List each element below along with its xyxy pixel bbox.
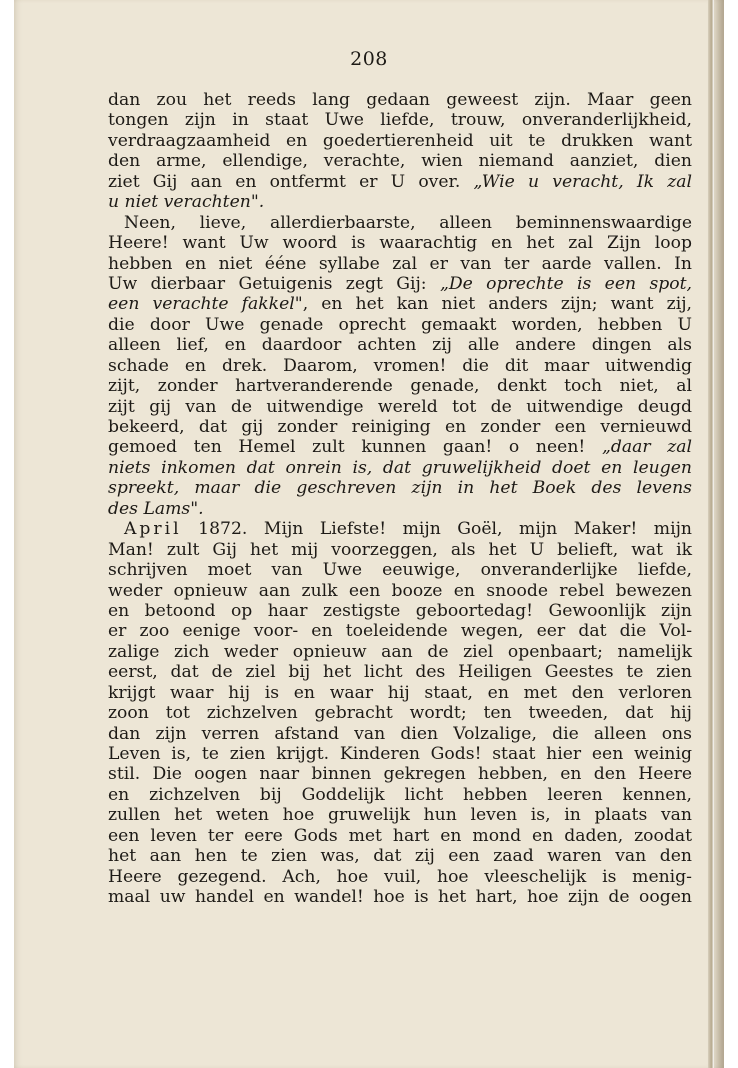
italic-quote: niets inkomen dat onrein is, dat gruwelijkheid doet en leugen xyxy=(108,457,692,478)
text-line: dan zou het reeds lang gedaan geweest zijn. Maar geen xyxy=(108,90,692,110)
text-line: schrijven moet van Uwe eeuwige, onveranderlijke liefde, xyxy=(108,560,692,581)
text-line xyxy=(108,274,692,294)
text-segment: Uw dierbaar Getuigenis zegt Gij: xyxy=(108,273,440,294)
page-edge xyxy=(708,0,714,1068)
text-line: Man! zult Gij het mij voorzeggen, als het U belieft, wat ik xyxy=(108,539,692,560)
text-segment: gemoed ten Hemel zult kunnen gaan! o neen! xyxy=(108,437,602,458)
text-line: die door Uwe genade oprecht gemaakt worden, hebben U xyxy=(108,314,692,335)
text-line: een leven ter eere Gods met hart en mond en daden, zoodat xyxy=(108,825,692,846)
text-line xyxy=(108,458,692,478)
text-line: verdraagzaamheid en goedertierenheid uit te drukken want xyxy=(108,130,692,151)
italic-quote: des Lams". xyxy=(108,498,204,519)
text-line xyxy=(108,499,692,519)
italic-quote: „Wie u veracht, Ik zal xyxy=(473,171,692,192)
text-segment: 1872. Mijn Liefste! mijn Goël, mijn Maker! mijn xyxy=(181,519,692,540)
text-line xyxy=(108,172,692,192)
text-line: zullen het weten hoe gruwelijk hun leven is, in plaats van xyxy=(108,805,692,826)
italic-quote: een verachte fakkel" xyxy=(108,294,303,315)
text-line: Leven is, te zien krijgt. Kinderen Gods! staat hier een weinig xyxy=(108,744,692,764)
text-line xyxy=(108,519,692,539)
text-line: zijt gij van de uitwendige wereld tot de uitwendige deugd xyxy=(108,396,692,417)
text-segment: , en het kan niet anders zijn; want zij, xyxy=(302,294,692,315)
text-line: tongen zijn in staat Uwe liefde, trouw, onveranderlijkheid, xyxy=(108,110,692,131)
book-page xyxy=(14,0,724,1068)
text-line: zoon tot zichzelven gebracht wordt; ten tweeden, dat hij xyxy=(108,703,692,724)
italic-quote: „daar zal xyxy=(601,437,693,458)
italic-quote: u niet verachten". xyxy=(108,192,265,213)
date-month: April xyxy=(124,519,182,540)
italic-quote: „De oprechte is een spot, xyxy=(439,273,692,294)
text-line xyxy=(108,478,692,498)
page-number: 208 xyxy=(350,48,388,70)
text-line: dan zijn verren afstand van dien Volzalige, die alleen ons xyxy=(108,723,692,744)
text-line: krijgt waar hij is en waar hij staat, en met den verloren xyxy=(108,682,692,703)
text-line: en betoond op haar zestigste geboortedag! Gewoonlijk zijn xyxy=(108,600,692,621)
text-line: hebben en niet ééne syllabe zal er van ter aarde vallen. In xyxy=(108,253,692,274)
text-line xyxy=(108,192,692,212)
text-line: Heere gezegend. Ach, hoe vuil, hoe vleeschelijk is menig- xyxy=(108,866,692,887)
text-line: bekeerd, dat gij zonder reiniging en zonder een vernieuwd xyxy=(108,417,692,437)
text-segment: ziet Gij aan en ontfermt er U over. xyxy=(108,171,474,192)
text-line: maal uw handel en wandel! hoe is het hart, hoe zijn de oogen xyxy=(108,887,692,908)
italic-quote: spreekt, maar die geschreven zijn in het Boek des levens xyxy=(108,478,692,499)
text-line: alleen lief, en daardoor achten zij alle andere dingen als xyxy=(108,335,692,356)
text-line: schade en drek. Daarom, vromen! die dit maar uitwendig xyxy=(108,355,692,376)
text-line: en zichzelven bij Goddelijk licht hebben leeren kennen, xyxy=(108,784,692,805)
text-line: het aan hen te zien was, dat zij een zaad waren van den xyxy=(108,846,692,867)
text-line: den arme, ellendige, verachte, wien niemand aanziet, dien xyxy=(108,151,692,172)
text-line: zijt, zonder hartveranderende genade, denkt toch niet, al xyxy=(108,376,692,397)
text-line: eerst, dat de ziel bij het licht des Heiligen Geestes te zien xyxy=(108,662,692,683)
text-line: weder opnieuw aan zulk een booze en snoode rebel bewezen xyxy=(108,580,692,601)
text-line: er zoo eenige voor- en toeleidende wegen, eer dat die Vol- xyxy=(108,621,692,642)
text-line: Heere! want Uw woord is waarachtig en het zal Zijn loop xyxy=(108,233,692,254)
text-line xyxy=(108,437,692,457)
body-text xyxy=(108,90,692,908)
text-line: zalige zich weder opnieuw aan de ziel openbaart; namelijk xyxy=(108,641,692,662)
text-line xyxy=(108,294,692,314)
text-line: Neen, lieve, allerdierbaarste, alleen beminnenswaardige xyxy=(124,212,692,233)
text-line: stil. Die oogen naar binnen gekregen hebben, en den Heere xyxy=(108,764,692,785)
